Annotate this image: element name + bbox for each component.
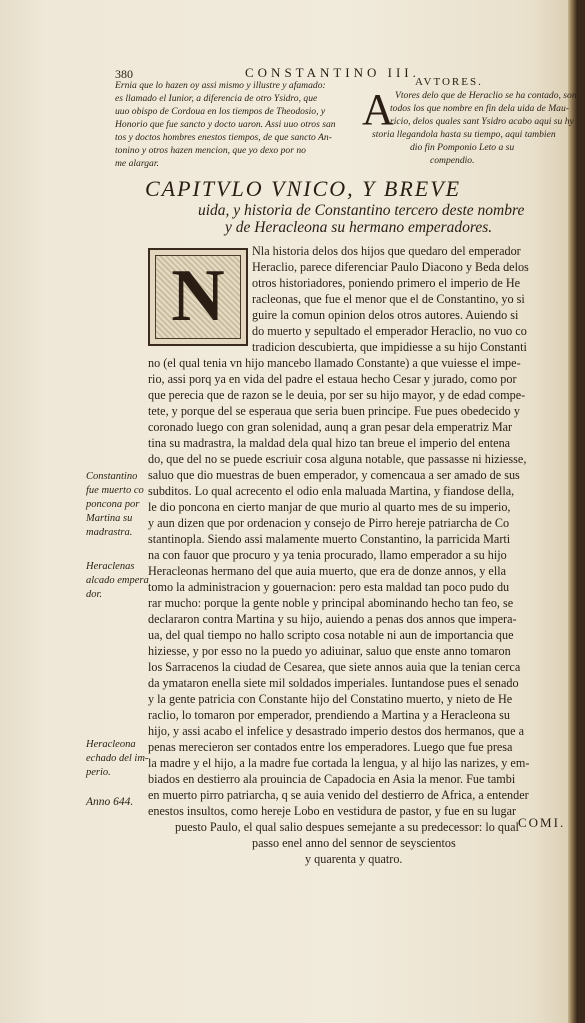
initial-letter: N: [171, 255, 225, 337]
autores-line: Vtores delo que de Heraclio se ha contado, son: [395, 90, 577, 101]
margin-note-line: echado del im-: [86, 753, 149, 764]
body-line: ua, del qual tiempo no hallo scripto cosa notable ni aun de importancia que: [148, 628, 514, 642]
body-line: tete, y porque del se esperaua que seria buen principe. Fue pues obedecido y: [148, 404, 520, 418]
body-line: raclio, lo tomaron por emperador, prendiendo a Martina y a Heracleona su: [148, 708, 510, 722]
body-line: do, que del no se puede escriuir cosa alguna notable, que passasse ni hiziesse,: [148, 452, 527, 466]
body-line: coronado luego con gran solenidad, aunq a gran pesar dela emperatriz Mar: [148, 420, 513, 434]
body-line: que perecia que de razon se le deuia, por ser su hijo mayor, y de edad compe-: [148, 388, 526, 402]
body-line: na con fauor que procuro y ya tenia procurado, llamo emperador a su hijo: [148, 548, 507, 562]
autores-line: compendio.: [430, 155, 475, 166]
page-edge: [568, 0, 578, 1023]
margin-note-line: madrastra.: [86, 527, 133, 538]
body-line: rar mucho: porque la gente noble y principal abominando hecho tan feo, se: [148, 596, 514, 610]
autores-line: ricio, delos quales sant Ysidro acabo aqui su hy: [390, 116, 574, 127]
running-title: CONSTANTINO III.: [245, 65, 420, 80]
margin-note-year: Anno 644.: [86, 796, 134, 808]
body-line: hiziesse, y por esso no la puedo yo adiuinar, saluo que enste anno tomaron: [148, 644, 511, 658]
body-line: biados en destierro ala prouincia de Capadocia en Asia la menor. Fue tambi: [148, 772, 516, 786]
body-line: guire la comun opinion delos otros autores. Auiendo si: [252, 308, 519, 322]
body-line: puesto Paulo, el qual salio despues semejante a su predecessor: lo qual: [175, 820, 519, 834]
body-line: Heraclio, parece diferenciar Paulo Diacono y Beda delos: [252, 260, 529, 274]
intro-line: Honorio que fue sancto y docto uaron. Assi uuo otros san: [115, 119, 336, 130]
body-line: los Sarracenos la ciudad de Cesarea, que siete annos auia que la tenian cerca: [148, 660, 521, 674]
intro-line: Ernia que lo hazen oy assi mismo y illustre y afamado:: [115, 80, 326, 91]
margin-note-line: poncona por: [86, 499, 140, 510]
body-line: la madre y el hijo, a la madre fue cortada la lengua, y al hijo las narizes, y em-: [148, 756, 530, 770]
margin-note-line: Heracleona: [86, 739, 136, 750]
body-line: penas merecieron ser contados entre los emperadores. Luego que fue presa: [148, 740, 513, 754]
margin-note-line: alcado empera: [86, 575, 149, 586]
body-line: enestos insultos, como hereje Lobo en vestidura de pastor, y fue en su lugar: [148, 804, 517, 818]
autores-line: storia llegandola hasta su tiempo, aqui tambien: [372, 129, 556, 140]
margin-note-line: Constantino: [86, 471, 138, 482]
body-line: Heracleonas hermano del que auia muerto, que era de donze annos, y ella: [148, 564, 507, 578]
margin-note-line: fue muerto co: [86, 485, 144, 496]
chapter-subtitle: uida, y historia de Constantino tercero deste nombre: [198, 202, 525, 219]
body-line: no (el qual tenia vn hijo mancebo llamado Constante) a que vuiesse el impe-: [148, 356, 521, 370]
chapter-subtitle: y de Heracleona su hermano emperadores.: [225, 219, 493, 236]
body-line: declararon contra Martina y su hijo, auiendo a penas dos annos que impera-: [148, 612, 517, 626]
body-line: rio, assi porq ya en vida del padre el estaua hecho Cesar y jurado, como por: [148, 372, 517, 386]
body-line: tina su madrastra, la maldad dela qual hizo tan breue el imperio del entena: [148, 436, 511, 450]
body-line: Nla historia delos dos hijos que quedaro del emperador: [252, 244, 521, 258]
body-line: do muerto y sepultado el emperador Heraclio, no vuo co: [252, 324, 527, 338]
intro-line: tos y doctos hombres enestos tiempos, de que sancto An-: [115, 132, 332, 143]
margin-note-line: perio.: [86, 767, 111, 778]
body-line: tomo la administracion y gouernacion: pero esta maldad tan poco pudo du: [148, 580, 510, 594]
body-line: y la gente patricia con Constante hijo del Constatino muerto, y nieto de He: [148, 692, 513, 706]
autores-line: todos los que nombre en fin dela uida de Mau-: [390, 103, 569, 114]
margin-note-line: dor.: [86, 589, 103, 600]
body-line: tradicion descubierta, que impidiesse a su hijo Constanti: [252, 340, 527, 354]
catchword: COMI.: [518, 815, 566, 830]
intro-line: uuo obispo de Cordoua en los tiempos de Theodosio, y: [115, 106, 326, 117]
intro-line: tonino y otros hazen mencion, que yo dexo por no: [115, 145, 306, 156]
body-line: en muerto pirro patriarcha, q se auia venido del destierro de Africa, a entender: [148, 788, 529, 802]
body-line: saluo que dio muestras de buen emperador, y comencaua a ser amado de sus: [148, 468, 520, 482]
body-line: y quarenta y quatro.: [305, 852, 403, 866]
autores-heading: AVTORES.: [415, 76, 483, 88]
intro-line: es llamado el Iunior, a diferencia de otro Ysidro, que: [115, 93, 318, 104]
body-line: y aun dizen que por ordenacion y consejo de Pirro hereje patriarcha de Co: [148, 516, 510, 530]
intro-line: me alargar.: [115, 158, 159, 169]
body-line: stantinopla. Siendo assi malamente muerto Constantino, la parricida Marti: [148, 532, 511, 546]
body-line: subditos. Lo qual acrecento el odio enla maluada Martina, y fiandose della,: [148, 484, 515, 498]
body-line: racleonas, que fue el menor que el de Constantino, yo si: [252, 292, 525, 306]
body-line: le dio poncona en cierto manjar de que murio al quarto mes de su imperio,: [148, 500, 511, 514]
autores-drop-letter: A: [362, 85, 394, 134]
page-number: 380: [115, 67, 133, 81]
autores-line: dio fin Pomponio Leto a su: [410, 142, 515, 153]
body-line: da ymataron enella siete mil soldados imperiales. Iuntandose pues el senado: [148, 676, 519, 690]
decorated-initial: [148, 248, 248, 346]
body-line: passo enel anno del sennor de seyscientos: [252, 836, 456, 850]
chapter-title: CAPITVLO VNICO, Y BREVE: [145, 176, 462, 201]
margin-note-line: Martina su: [86, 513, 133, 524]
body-line: otros historiadores, poniendo primero el imperio de He: [252, 276, 521, 290]
body-line: hijo, y assi acabo el infelice y desastrado imperio destos dos hermanos, que a: [148, 724, 525, 738]
margin-note-line: Heraclenas: [86, 561, 135, 572]
